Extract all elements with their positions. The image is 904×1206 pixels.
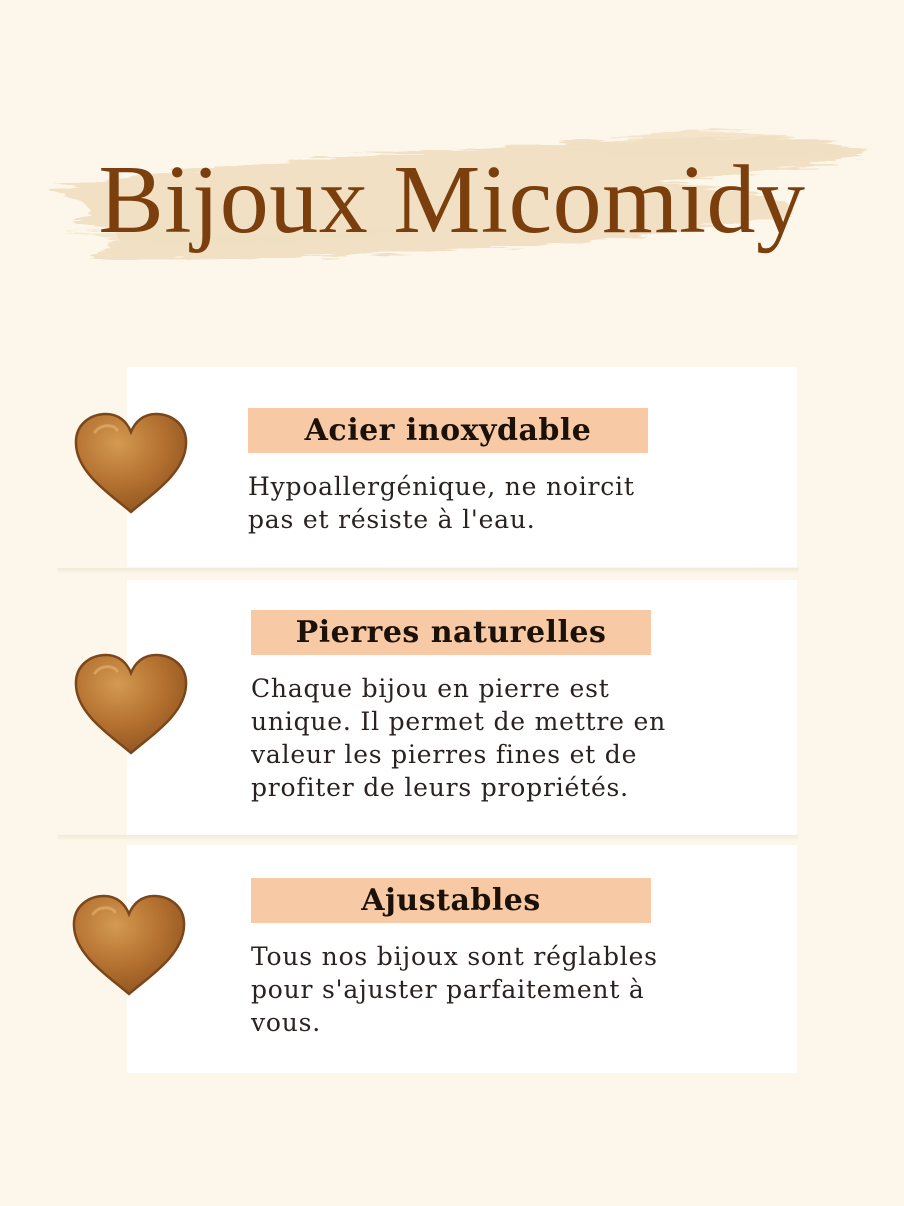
divider xyxy=(58,568,798,574)
feature-text-acier: Hypoallergénique, ne noircit pas et résiste à l'eau. xyxy=(248,472,635,534)
heart-icon xyxy=(73,412,189,516)
feature-label-acier: Acier inoxydable xyxy=(248,408,648,453)
feature-panel xyxy=(127,367,797,567)
heart-icon xyxy=(73,653,189,757)
feature-label-ajustables: Ajustables xyxy=(251,878,651,923)
feature-text-ajustables: Tous nos bijoux sont réglables pour s'ajuster parfaitement à vous. xyxy=(251,942,658,1037)
heart-icon xyxy=(71,894,187,998)
feature-text-pierres: Chaque bijou en pierre est unique. Il permet de mettre en valeur les pierres fines et de profiter de leurs propriétés. xyxy=(251,674,666,802)
page-title: Bijoux Micomidy xyxy=(98,146,806,254)
feature-label-pierres: Pierres naturelles xyxy=(251,610,651,655)
divider xyxy=(58,835,798,841)
